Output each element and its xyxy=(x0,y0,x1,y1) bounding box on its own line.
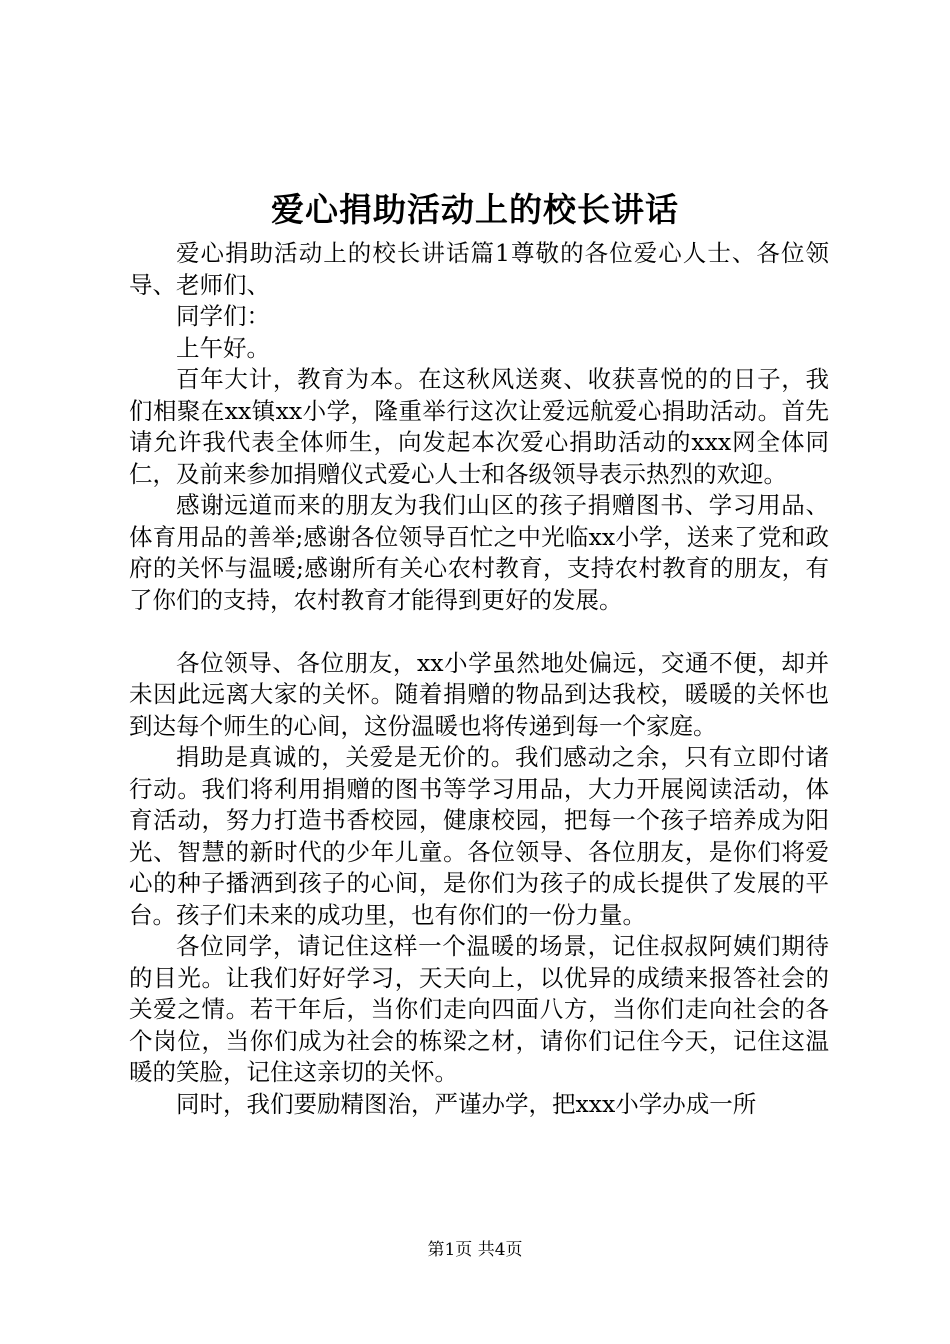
document-body xyxy=(129,238,829,1120)
paragraph-commitment: 同时，我们要励精图治，严谨办学，把xxx小学办成一所 xyxy=(176,1089,757,1118)
paragraph-greeting: 爱心捐助活动上的校长讲话篇1尊敬的各位爱心人士、各位领导、老师们、 xyxy=(129,239,829,299)
paragraph-thanks: 感谢远道而来的朋友为我们山区的孩子捐赠图书、学习用品、体育用品的善举;感谢各位领导百忙之中光临xx小学，送来了党和政府的关怀与温暖;感谢所有关心农村教育，支持农村教育的朋友，有了你们的支持，农村教育才能得到更好的发展。 xyxy=(129,491,829,614)
paragraph-good-morning: 上午好。 xyxy=(176,333,270,362)
document-title: 爱心捐助活动上的校长讲话 xyxy=(271,190,679,229)
paragraph-students: 同学们： xyxy=(176,302,270,330)
paragraph-action: 捐助是真诚的，关爱是无价的。我们感动之余，只有立即付诸行动。我们将利用捐赠的图书等学习用品，大力开展阅读活动，体育活动，努力打造书香校园，健康校园，把每一个孩子培养成为阳光、智慧的新时代的少年儿童。各位领导、各位朋友，是你们将爱心的种子播洒到孩子的心间，是你们为孩子的成长提供了发展的平台。孩子们未来的成功里，也有你们的一份力量。 xyxy=(129,743,829,929)
paragraph-welcome: 百年大计，教育为本。在这秋风送爽、收获喜悦的的日子，我们相聚在xx镇xx小学，隆重举行这次让爱远航爱心捐助活动。首先请允许我代表全体师生，向发起本次爱心捐助活动的xxx网全体同仁，及前来参加捐赠仪式爱心人士和各级领导表示热烈的欢迎。 xyxy=(129,365,829,488)
paragraph-students-remember: 各位同学，请记住这样一个温暖的场景，记住叔叔阿姨们期待的目光。让我们好好学习，天天向上，以优异的成绩来报答社会的关爱之情。若干年后，当你们走向四面八方，当你们走向社会的各个岗位，当你们成为社会的栋梁之材，请你们记住今天，记住这温暖的笑脸，记住这亲切的关怀。 xyxy=(129,932,829,1086)
paragraph-school-care: 各位领导、各位朋友，xx小学虽然地处偏远，交通不便，却并未因此远离大家的关怀。随着捐赠的物品到达我校，暖暖的关怀也到达每个师生的心间，这份温暖也将传递到每一个家庭。 xyxy=(129,648,829,740)
page-number-footer: 第1页 共4页 xyxy=(427,1240,523,1260)
